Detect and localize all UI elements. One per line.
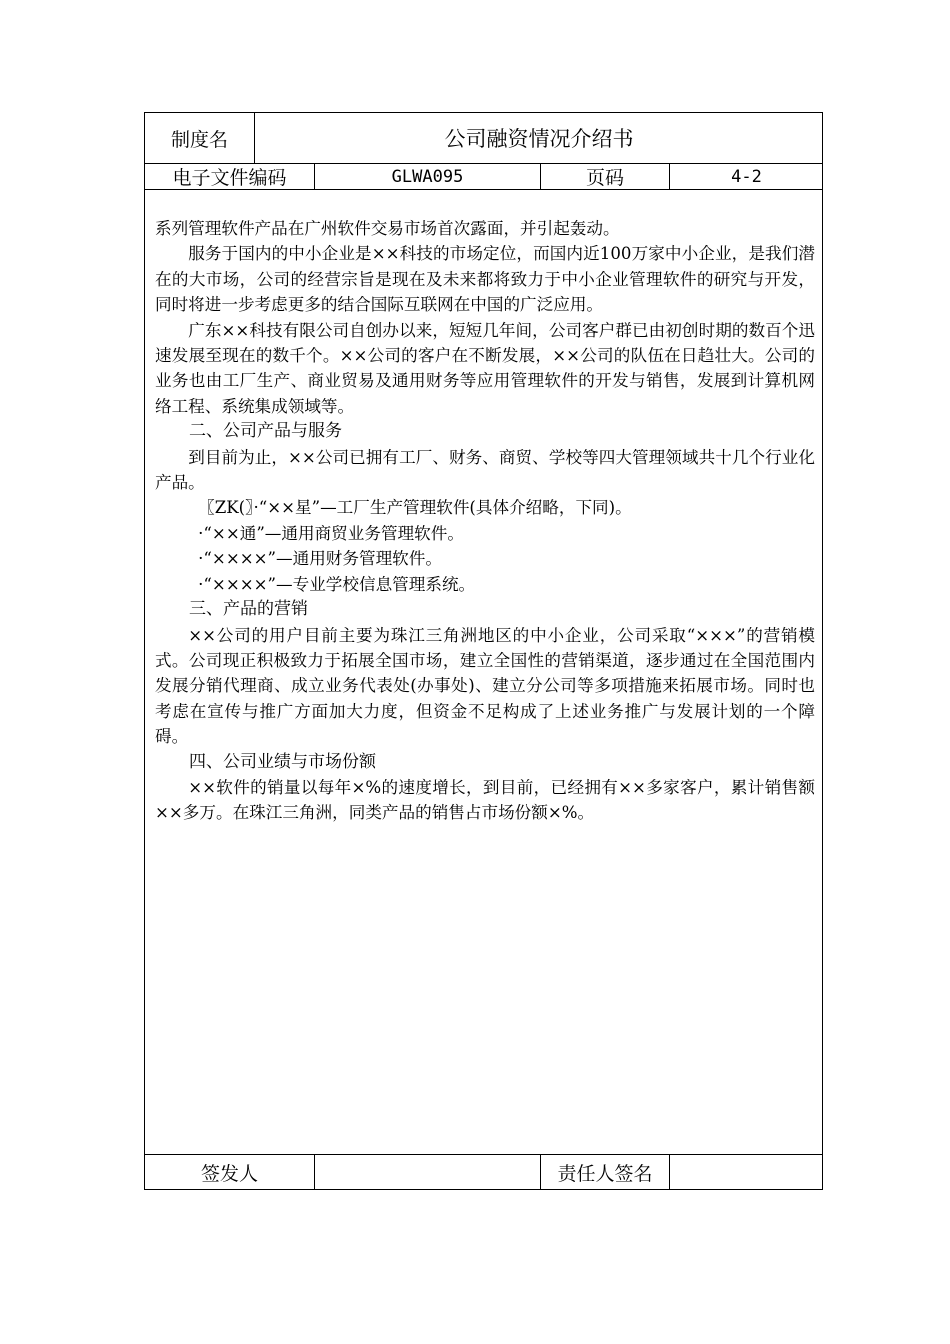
issuer-field[interactable] [315, 1155, 540, 1190]
list-item: ·“××通”—通用商贸业务管理软件。 [198, 523, 464, 543]
page-label: 页码 [585, 167, 624, 189]
paragraph: ××软件的销量以每年×%的速度增长，到目前，已经拥有××多家客户，累计销售额××多万。在珠江三角洲，同类产品的销售占市场份额×%。 [155, 777, 815, 823]
section-heading: 四、公司业绩与市场份额 [189, 751, 376, 772]
paragraph: ××公司的用户目前主要为珠江三角洲地区的中小企业，公司采取“×××”的营销模式。公司现正积极致力于拓展全国市场，建立全国性的营销渠道，逐步通过在全国范围内发展分销代理商、成立业务代表处(办事处)、建立分公司等多项措施来拓展市场。同时也考虑在宣传与推广方面加大力度，但资金不足构成了上述业务推广与发展计划的一个障碍。 [155, 625, 815, 747]
file-code-value: GLWA095 [391, 166, 464, 187]
paragraph: 服务于国内的中小企业是××科技的市场定位，而国内近100万家中小企业，是我们潜在的大市场，公司的经营宗旨是现在及未来都将致力于中小企业管理软件的研究与开发，同时将进一步考虑更多的结合国际互联网在中国的广泛应用。 [155, 244, 815, 315]
document-body [155, 216, 815, 826]
page-number: 4-2 [731, 166, 762, 187]
system-name-label: 制度名 [170, 128, 228, 151]
file-code-label: 电子文件编码 [172, 167, 287, 189]
section-heading: 二、公司产品与服务 [189, 421, 342, 442]
issuer-label: 签发人 [200, 1163, 258, 1185]
section-heading: 三、产品的营销 [189, 599, 308, 620]
list-item: ·“××××”—专业学校信息管理系统。 [198, 574, 476, 594]
paragraph: 系列管理软件产品在广州软件交易市场首次露面，并引起轰动。 [155, 219, 620, 238]
document-title: 公司融资情况介绍书 [444, 127, 634, 151]
responsible-signature-field[interactable] [670, 1155, 823, 1190]
list-item: 〖ZK(〗·“××星”—工厂生产管理软件(具体介绍略，下同)。 [198, 498, 632, 518]
list-item: ·“××××”—通用财务管理软件。 [198, 549, 442, 569]
document-form [144, 112, 823, 1190]
paragraph: 到目前为止，××公司已拥有工厂、财务、商贸、学校等四大管理领域共十几个行业化产品。 [155, 447, 815, 493]
responsible-signature-label: 责任人签名 [557, 1163, 653, 1185]
paragraph: 广东××科技有限公司自创办以来，短短几年间，公司客户群已由初创时期的数百个迅速发展至现在的数千个。××公司的客户在不断发展，××公司的队伍在日趋壮大。公司的业务也由工厂生产、商业贸易及通用财务等应用管理软件的开发与销售，发展到计算机网络工程、系统集成领域等。 [155, 320, 815, 416]
